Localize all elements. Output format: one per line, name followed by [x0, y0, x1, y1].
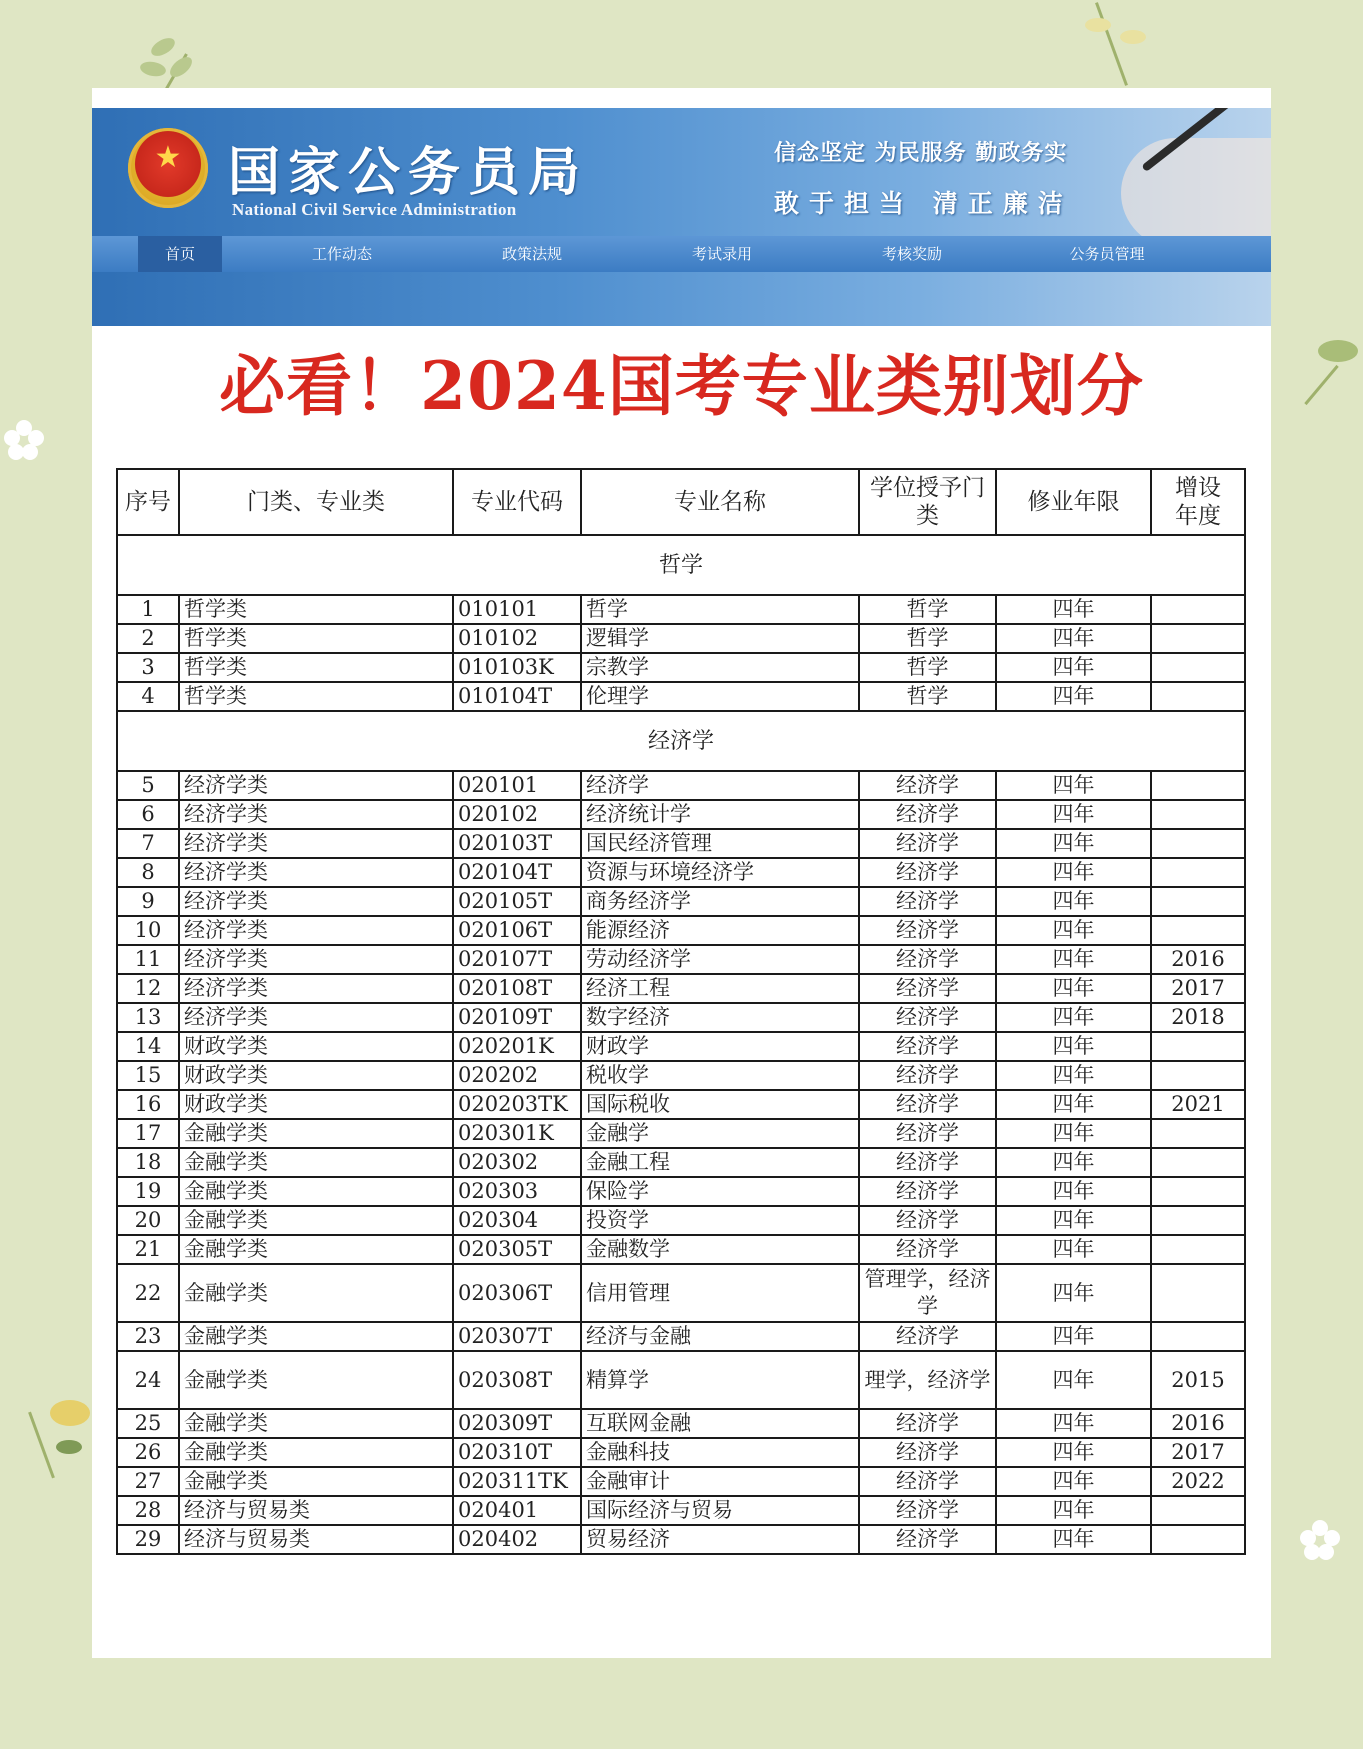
- table-row: [117, 1148, 1245, 1177]
- table-cell: 四年: [996, 1438, 1151, 1467]
- table-cell: 020202: [453, 1061, 581, 1090]
- table-cell: 金融科技: [581, 1438, 859, 1467]
- table-cell: 四年: [996, 945, 1151, 974]
- table-cell: 16: [117, 1090, 179, 1119]
- table-cell: 四年: [996, 1351, 1151, 1409]
- header-cell: 增设年度: [1151, 469, 1245, 535]
- table-cell: 10: [117, 916, 179, 945]
- table-cell: [1151, 858, 1245, 887]
- table-cell: 020106T: [453, 916, 581, 945]
- table-cell: 经济学: [859, 1206, 996, 1235]
- table-cell: 四年: [996, 1206, 1151, 1235]
- table-cell: 投资学: [581, 1206, 859, 1235]
- table-cell: 四年: [996, 1235, 1151, 1264]
- table-cell: 四年: [996, 1119, 1151, 1148]
- table-cell: 经济学: [859, 1467, 996, 1496]
- table-cell: 18: [117, 1148, 179, 1177]
- table-cell: [1151, 771, 1245, 800]
- table-cell: [1151, 1264, 1245, 1322]
- table-row: [117, 771, 1245, 800]
- table-cell: 经济学: [859, 1409, 996, 1438]
- table-cell: 财政学类: [179, 1061, 453, 1090]
- header-cell: 修业年限: [996, 469, 1151, 535]
- table-cell: 劳动经济学: [581, 945, 859, 974]
- table-cell: 伦理学: [581, 682, 859, 711]
- table-row: [117, 1119, 1245, 1148]
- table-cell: 经济学类: [179, 974, 453, 1003]
- table-cell: [1151, 916, 1245, 945]
- table-cell: 020304: [453, 1206, 581, 1235]
- section-row: [117, 711, 1245, 771]
- table-cell: 23: [117, 1322, 179, 1351]
- table-row: [117, 1351, 1245, 1409]
- header-cell: 专业名称: [581, 469, 859, 535]
- table-cell: 四年: [996, 829, 1151, 858]
- table-cell: 财政学类: [179, 1090, 453, 1119]
- table-row: [117, 1235, 1245, 1264]
- table-cell: [1151, 1322, 1245, 1351]
- table-cell: 金融学类: [179, 1177, 453, 1206]
- table-cell: 四年: [996, 595, 1151, 624]
- table-cell: 010101: [453, 595, 581, 624]
- table-cell: 经济学类: [179, 800, 453, 829]
- content-card: [92, 88, 1271, 1658]
- table-cell: 能源经济: [581, 916, 859, 945]
- table-cell: 经济学: [859, 974, 996, 1003]
- table-cell: 020302: [453, 1148, 581, 1177]
- table-cell: 四年: [996, 1525, 1151, 1554]
- table-cell: [1151, 887, 1245, 916]
- table-cell: [1151, 682, 1245, 711]
- main-nav: [92, 236, 1271, 272]
- table-cell: 国民经济管理: [581, 829, 859, 858]
- table-cell: [1151, 595, 1245, 624]
- table-row: [117, 1003, 1245, 1032]
- site-banner: [92, 108, 1271, 326]
- table-cell: 020310T: [453, 1438, 581, 1467]
- table-cell: [1151, 624, 1245, 653]
- table-cell: [1151, 1206, 1245, 1235]
- table-cell: 24: [117, 1351, 179, 1409]
- table-cell: 哲学类: [179, 682, 453, 711]
- table-cell: 经济学: [859, 1177, 996, 1206]
- table-cell: 020301K: [453, 1119, 581, 1148]
- table-cell: 1: [117, 595, 179, 624]
- table-cell: [1151, 1496, 1245, 1525]
- table-row: [117, 653, 1245, 682]
- table-cell: 010102: [453, 624, 581, 653]
- table-cell: 12: [117, 974, 179, 1003]
- table-cell: 经济学类: [179, 829, 453, 858]
- table-cell: 020305T: [453, 1235, 581, 1264]
- table-cell: 7: [117, 829, 179, 858]
- table-cell: 经济工程: [581, 974, 859, 1003]
- table-cell: [1151, 653, 1245, 682]
- table-cell: 四年: [996, 1003, 1151, 1032]
- table-cell: 金融学类: [179, 1409, 453, 1438]
- table-row: [117, 1496, 1245, 1525]
- table-cell: 金融学: [581, 1119, 859, 1148]
- table-cell: 020401: [453, 1496, 581, 1525]
- table-cell: 四年: [996, 887, 1151, 916]
- table-row: [117, 829, 1245, 858]
- table-cell: 哲学: [859, 682, 996, 711]
- table-row: [117, 1032, 1245, 1061]
- table-cell: 哲学: [859, 624, 996, 653]
- table-cell: 020402: [453, 1525, 581, 1554]
- table-cell: 四年: [996, 800, 1151, 829]
- table-cell: [1151, 1525, 1245, 1554]
- table-cell: 哲学类: [179, 624, 453, 653]
- page-headline: 必看！2024国考专业类别划分: [219, 347, 1144, 425]
- table-cell: 哲学类: [179, 653, 453, 682]
- table-cell: 11: [117, 945, 179, 974]
- table-row: [117, 800, 1245, 829]
- table-cell: 国际经济与贸易: [581, 1496, 859, 1525]
- table-cell: 经济与贸易类: [179, 1496, 453, 1525]
- table-cell: 13: [117, 1003, 179, 1032]
- table-cell: 经济与金融: [581, 1322, 859, 1351]
- table-cell: 经济学类: [179, 916, 453, 945]
- table-cell: 020108T: [453, 974, 581, 1003]
- table-cell: [1151, 1148, 1245, 1177]
- table-cell: 2022: [1151, 1467, 1245, 1496]
- table-cell: 经济学类: [179, 887, 453, 916]
- table-cell: 25: [117, 1409, 179, 1438]
- table-cell: 经济学: [859, 945, 996, 974]
- table-cell: 020307T: [453, 1322, 581, 1351]
- table-cell: 哲学: [859, 595, 996, 624]
- slogan-line-2: 敢于担当 清正廉洁: [774, 189, 1073, 218]
- table-cell: 26: [117, 1438, 179, 1467]
- table-cell: 2: [117, 624, 179, 653]
- site-title-cn: 国家公务员局: [228, 142, 589, 203]
- table-cell: 经济学: [859, 1003, 996, 1032]
- table-cell: 财政学: [581, 1032, 859, 1061]
- table-cell: 010104T: [453, 682, 581, 711]
- table-cell: 信用管理: [581, 1264, 859, 1322]
- table-cell: 经济学类: [179, 771, 453, 800]
- table-cell: 经济学: [859, 1119, 996, 1148]
- table-cell: 020309T: [453, 1409, 581, 1438]
- table-cell: 经济学: [859, 887, 996, 916]
- table-cell: 四年: [996, 1496, 1151, 1525]
- table-cell: 四年: [996, 682, 1151, 711]
- table-cell: 5: [117, 771, 179, 800]
- table-cell: 经济学: [859, 1438, 996, 1467]
- table-cell: 税收学: [581, 1061, 859, 1090]
- table-cell: 四年: [996, 1061, 1151, 1090]
- table-cell: 国际税收: [581, 1090, 859, 1119]
- table-cell: 020306T: [453, 1264, 581, 1322]
- writing-hand-image: [1121, 138, 1271, 248]
- table-cell: 经济学: [859, 1061, 996, 1090]
- decor-flower-right: [1300, 1520, 1340, 1560]
- table-row: [117, 887, 1245, 916]
- table-cell: [1151, 1235, 1245, 1264]
- nav-item-civil-servant-mgmt[interactable]: 公务员管理: [1069, 245, 1145, 263]
- table-row: [117, 945, 1245, 974]
- table-row: [117, 1264, 1245, 1322]
- table-cell: 哲学: [859, 653, 996, 682]
- table-cell: 数字经济: [581, 1003, 859, 1032]
- table-cell: 金融学类: [179, 1119, 453, 1148]
- table-cell: 金融学类: [179, 1351, 453, 1409]
- table-cell: 2021: [1151, 1090, 1245, 1119]
- national-emblem-icon: [128, 128, 208, 208]
- table-cell: 020107T: [453, 945, 581, 974]
- table-cell: 经济学: [859, 829, 996, 858]
- table-cell: 020109T: [453, 1003, 581, 1032]
- table-row: [117, 1177, 1245, 1206]
- table-cell: 四年: [996, 1148, 1151, 1177]
- table-cell: 金融数学: [581, 1235, 859, 1264]
- table-cell: 金融学类: [179, 1264, 453, 1322]
- table-cell: 宗教学: [581, 653, 859, 682]
- table-cell: 金融工程: [581, 1148, 859, 1177]
- table-cell: 020103T: [453, 829, 581, 858]
- table-cell: 四年: [996, 1322, 1151, 1351]
- nav-item-home[interactable]: 首页: [138, 236, 222, 272]
- table-cell: 金融学类: [179, 1322, 453, 1351]
- table-cell: 020102: [453, 800, 581, 829]
- table-cell: 020105T: [453, 887, 581, 916]
- table-cell: 经济学: [859, 858, 996, 887]
- table-cell: 经济统计学: [581, 800, 859, 829]
- table-cell: 四年: [996, 1467, 1151, 1496]
- table-cell: 四年: [996, 858, 1151, 887]
- table-cell: 互联网金融: [581, 1409, 859, 1438]
- table-cell: 经济学类: [179, 858, 453, 887]
- table-cell: 保险学: [581, 1177, 859, 1206]
- table-cell: 经济学: [859, 800, 996, 829]
- table-cell: 020308T: [453, 1351, 581, 1409]
- table-cell: 经济学: [859, 1148, 996, 1177]
- header-cell: 门类、专业类: [179, 469, 453, 535]
- table-cell: 经济学: [859, 1496, 996, 1525]
- table-cell: 四年: [996, 1090, 1151, 1119]
- table-cell: 精算学: [581, 1351, 859, 1409]
- table-cell: 经济学: [859, 916, 996, 945]
- table-cell: 逻辑学: [581, 624, 859, 653]
- table-cell: 四年: [996, 1177, 1151, 1206]
- table-row: [117, 1438, 1245, 1467]
- table-cell: [1151, 1032, 1245, 1061]
- table-cell: 经济与贸易类: [179, 1525, 453, 1554]
- table-cell: 4: [117, 682, 179, 711]
- table-cell: 金融学类: [179, 1438, 453, 1467]
- table-row: [117, 1467, 1245, 1496]
- table-cell: 20: [117, 1206, 179, 1235]
- table-cell: 商务经济学: [581, 887, 859, 916]
- table-cell: [1151, 1061, 1245, 1090]
- table-cell: 27: [117, 1467, 179, 1496]
- table-row: [117, 916, 1245, 945]
- table-cell: 19: [117, 1177, 179, 1206]
- table-cell: 2016: [1151, 945, 1245, 974]
- table-row: [117, 1090, 1245, 1119]
- table-row: [117, 1206, 1245, 1235]
- table-row: [117, 595, 1245, 624]
- section-row: [117, 535, 1245, 595]
- table-cell: [1151, 1177, 1245, 1206]
- nav-item-work-news[interactable]: 工作动态: [311, 245, 372, 263]
- table-row: [117, 974, 1245, 1003]
- table-cell: 经济学: [859, 1322, 996, 1351]
- table-cell: 金融审计: [581, 1467, 859, 1496]
- table-cell: 经济学类: [179, 945, 453, 974]
- table-cell: 经济学类: [179, 1003, 453, 1032]
- table-cell: 四年: [996, 1409, 1151, 1438]
- table-cell: 经济学: [859, 1090, 996, 1119]
- table-cell: [1151, 800, 1245, 829]
- table-cell: 金融学类: [179, 1148, 453, 1177]
- table-cell: [1151, 829, 1245, 858]
- table-cell: 29: [117, 1525, 179, 1554]
- table-cell: 四年: [996, 1264, 1151, 1322]
- nav-item-exam[interactable]: 考试录用: [691, 245, 752, 263]
- site-title-en: National Civil Service Administration: [232, 200, 517, 219]
- nav-item-policy[interactable]: 政策法规: [501, 245, 562, 263]
- table-cell: 2017: [1151, 1438, 1245, 1467]
- table-cell: 020311TK: [453, 1467, 581, 1496]
- header-cell: 序号: [117, 469, 179, 535]
- table-cell: 四年: [996, 653, 1151, 682]
- table-row: [117, 1061, 1245, 1090]
- table-cell: 2015: [1151, 1351, 1245, 1409]
- table-cell: 资源与环境经济学: [581, 858, 859, 887]
- table-row: [117, 682, 1245, 711]
- table-cell: 21: [117, 1235, 179, 1264]
- table-header-row: [117, 469, 1245, 535]
- table-cell: [1151, 1119, 1245, 1148]
- table-cell: 010103K: [453, 653, 581, 682]
- table-row: [117, 858, 1245, 887]
- table-row: [117, 624, 1245, 653]
- table-cell: 管理学，经济学: [859, 1264, 996, 1322]
- table-row: [117, 1525, 1245, 1554]
- nav-item-award[interactable]: 考核奖励: [881, 245, 942, 263]
- table-cell: 哲学类: [179, 595, 453, 624]
- table-cell: 2016: [1151, 1409, 1245, 1438]
- table-row: [117, 1322, 1245, 1351]
- table-cell: 金融学类: [179, 1206, 453, 1235]
- table-cell: 17: [117, 1119, 179, 1148]
- table-cell: 经济学: [859, 1525, 996, 1554]
- table-body: [117, 535, 1245, 1554]
- table-cell: 四年: [996, 916, 1151, 945]
- table-cell: 金融学类: [179, 1235, 453, 1264]
- table-cell: 四年: [996, 624, 1151, 653]
- header-cell: 学位授予门类: [859, 469, 996, 535]
- table-cell: 22: [117, 1264, 179, 1322]
- table-cell: 15: [117, 1061, 179, 1090]
- table-cell: 14: [117, 1032, 179, 1061]
- table-cell: 理学，经济学: [859, 1351, 996, 1409]
- table-cell: 财政学类: [179, 1032, 453, 1061]
- table-cell: 经济学: [581, 771, 859, 800]
- table-cell: 3: [117, 653, 179, 682]
- table-cell: 金融学类: [179, 1467, 453, 1496]
- slogan-line-1: 信念坚定 为民服务 勤政务实: [774, 141, 1068, 166]
- header-cell: 专业代码: [453, 469, 581, 535]
- table-cell: 2017: [1151, 974, 1245, 1003]
- table-cell: 9: [117, 887, 179, 916]
- table-cell: 四年: [996, 1032, 1151, 1061]
- table-cell: 020104T: [453, 858, 581, 887]
- table-cell: 经济学: [859, 771, 996, 800]
- majors-table: [116, 468, 1246, 1555]
- section-title: 经济学: [117, 711, 1245, 771]
- table-cell: 2018: [1151, 1003, 1245, 1032]
- decor-flower-left: [4, 420, 44, 460]
- table-cell: 哲学: [581, 595, 859, 624]
- table-cell: 贸易经济: [581, 1525, 859, 1554]
- section-title: 哲学: [117, 535, 1245, 595]
- table-cell: 四年: [996, 974, 1151, 1003]
- table-cell: 020101: [453, 771, 581, 800]
- table-cell: 四年: [996, 771, 1151, 800]
- table-cell: 6: [117, 800, 179, 829]
- table-cell: 经济学: [859, 1235, 996, 1264]
- table-cell: 020203TK: [453, 1090, 581, 1119]
- table-row: [117, 1409, 1245, 1438]
- table-cell: 经济学: [859, 1032, 996, 1061]
- table-cell: 8: [117, 858, 179, 887]
- table-cell: 28: [117, 1496, 179, 1525]
- table-cell: 020201K: [453, 1032, 581, 1061]
- table-cell: 020303: [453, 1177, 581, 1206]
